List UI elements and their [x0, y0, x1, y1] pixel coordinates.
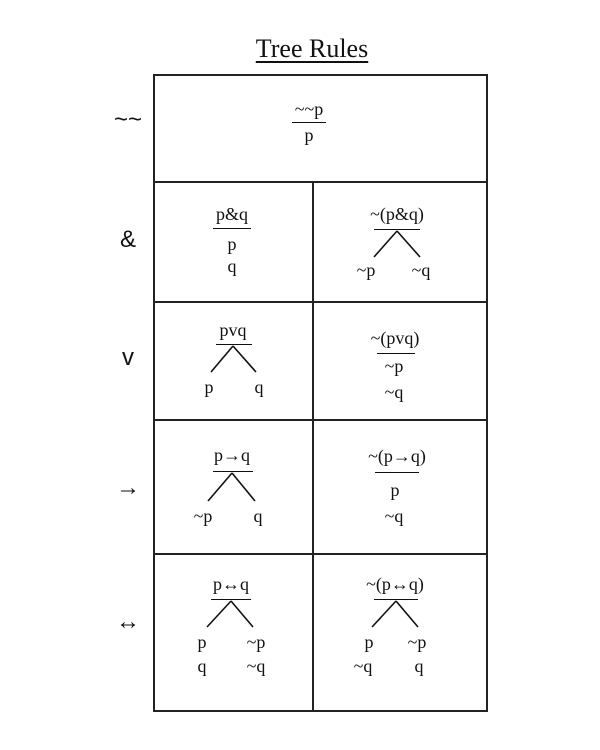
- premise: ~(p↔q): [366, 574, 424, 594]
- right-branch-line-2: q: [414, 656, 424, 676]
- left-branch: ~p: [193, 506, 213, 526]
- line-1: p: [390, 480, 400, 500]
- premise: ~~p: [294, 99, 324, 119]
- premise: ~(p&q): [370, 204, 424, 224]
- right-branch-line-2: ~q: [246, 656, 266, 676]
- line-2: ~q: [384, 506, 404, 526]
- branch-lines: [314, 181, 486, 301]
- premise: ~(pvq): [370, 328, 420, 348]
- right-branch: ~q: [411, 260, 431, 280]
- left-branch: ~p: [356, 260, 376, 280]
- right-branch: q: [254, 377, 264, 397]
- line-1: p: [227, 234, 237, 254]
- rule-negated-biconditional: [314, 553, 486, 693]
- inference-bar: [377, 353, 415, 354]
- branch-lines: [155, 301, 312, 419]
- row-label-conjunction: &: [119, 226, 136, 253]
- row-label-double-negation: ~~: [113, 106, 143, 133]
- right-branch: q: [253, 506, 263, 526]
- branch-lines: [155, 553, 312, 712]
- left-branch-line-1: p: [364, 632, 374, 652]
- row-label-biconditional: ↔: [116, 608, 140, 635]
- conclusion: p: [304, 125, 314, 145]
- rule-negated-conjunction: [314, 181, 486, 321]
- premise: p&q: [215, 204, 249, 224]
- row-label-conditional: →: [116, 474, 140, 501]
- branch-lines: [155, 419, 312, 553]
- branch-lines: [314, 553, 486, 712]
- left-branch-line-2: ~q: [353, 656, 373, 676]
- line-2: q: [227, 256, 237, 276]
- right-branch-line-1: ~p: [246, 632, 266, 652]
- left-branch: p: [204, 377, 214, 397]
- right-branch-line-1: ~p: [407, 632, 427, 652]
- page-title: Tree Rules: [255, 34, 369, 63]
- line-2: ~q: [384, 382, 404, 402]
- rule-negated-conditional: [314, 419, 486, 559]
- rule-conjunction: [155, 181, 312, 321]
- premise: p→q: [214, 445, 250, 465]
- premise: pvq: [219, 320, 247, 340]
- inference-bar: [292, 122, 326, 123]
- premise: p↔q: [213, 574, 249, 594]
- premise: ~(p→q): [368, 446, 426, 466]
- rule-conditional: [155, 419, 312, 559]
- line-1: ~p: [384, 356, 404, 376]
- rule-biconditional: [155, 553, 312, 693]
- left-branch-line-1: p: [197, 632, 207, 652]
- inference-bar: [375, 472, 419, 473]
- inference-bar: [213, 228, 251, 229]
- left-branch-line-2: q: [197, 656, 207, 676]
- row-label-disjunction: v: [122, 344, 134, 371]
- rules-table: [153, 74, 488, 712]
